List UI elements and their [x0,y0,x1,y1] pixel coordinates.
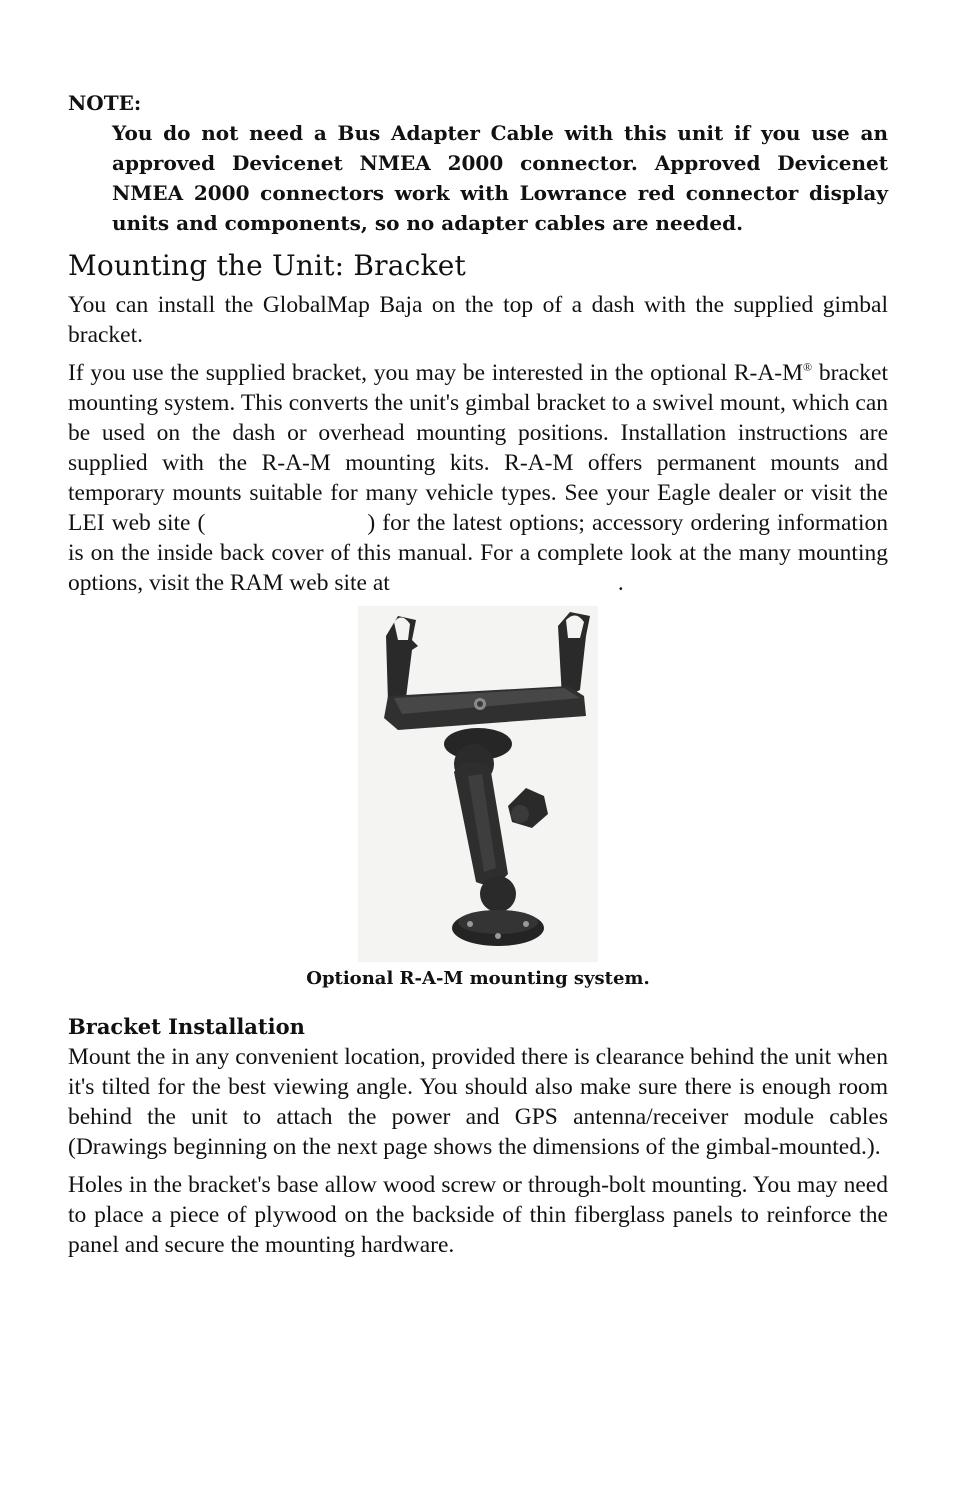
ram-mount-illustration [358,606,598,962]
section-heading: Mounting the Unit: Bracket [68,249,466,282]
p2-part-a: If you use the supplied bracket, you may be interested in the optional R-A-M [68,360,804,386]
note-text: You do not need a Bus Adapter Cable with this unit if you use an approved Devicenet NMEA 2000 connector. Approved Devicenet NMEA 2000 connectors work with Lowrance red connector display units and components, so no adapter cables are needed. [112,121,888,235]
installation-heading: Bracket Installation [68,1014,305,1039]
p2-part-d: . [617,570,624,596]
note-label: NOTE: [68,91,142,115]
registered-mark: ® [803,360,813,375]
p2-part-c: ) for the latest options; accessory ordering information is on the inside back cover of this manual. For a complete look at the many mounting options, visit the RAM web site at [68,510,888,596]
installation-paragraph-1: Mount the in any convenient location, provided there is clearance behind the unit when it's tilted for the best viewing angle. You should also make sure there is enough room behind the unit to attach the power and GPS antenna/receiver module cables (Drawings beginning on the next page shows the dimensions of the gimbal-mounted.). [68,1044,888,1160]
figure-caption: Optional R-A-M mounting system. [306,968,650,989]
manual-page [68,88,888,1268]
section-paragraph-1: You can install the GlobalMap Baja on the top of a dash with the supplied gimbal bracket. [68,292,888,348]
installation-paragraph-2: Holes in the bracket's base allow wood screw or through-bolt mounting. You may need to place a piece of plywood on the backside of thin fiberglass panels to reinforce the panel and secure the mounting hardware. [68,1172,888,1258]
p2-part-b: bracket mounting system. This converts the unit's gimbal bracket to a swivel mount, which can be used on the dash or overhead mounting positions. Installation instructions are supplied with the R-A-M mounting kits. R-A-M offers permanent mounts and temporary mounts suitable for many vehicle types. See your Eagle dealer or visit the LEI web site ( [68,360,888,536]
section-paragraph-2 [68,358,888,598]
ram-mount-photo [358,606,598,962]
